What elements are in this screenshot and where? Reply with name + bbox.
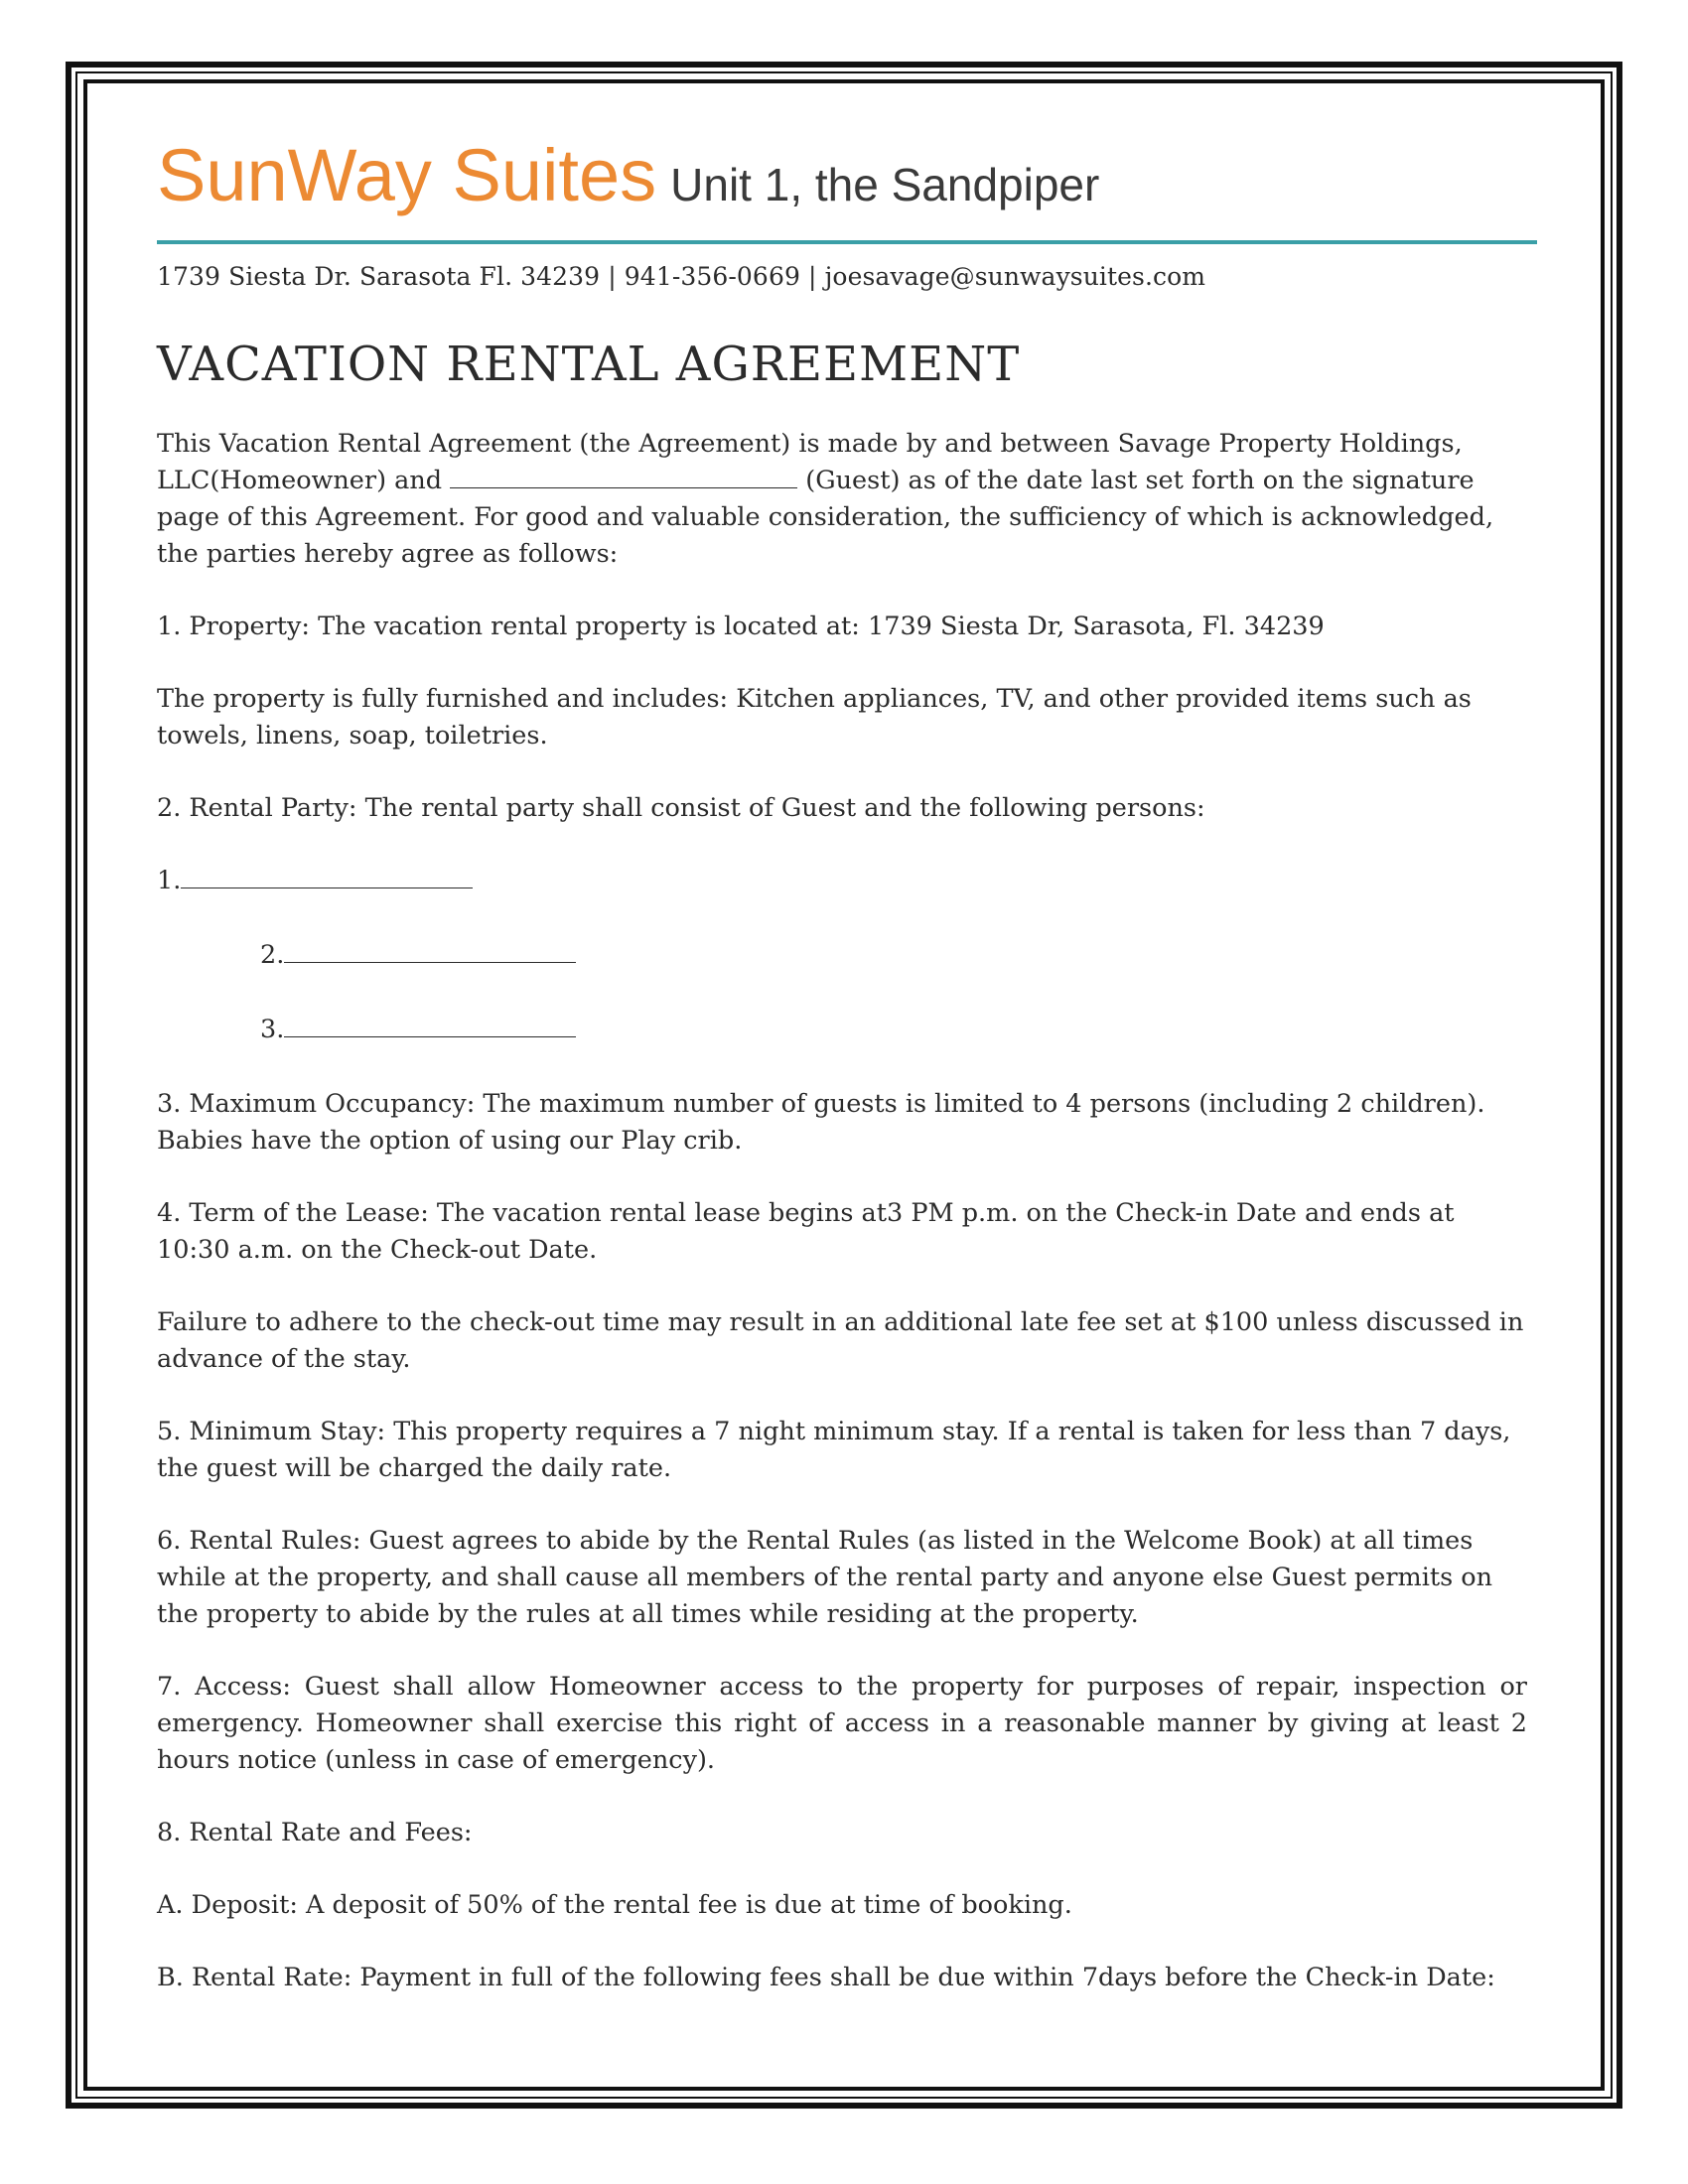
agreement-body	[157, 426, 1527, 1996]
party-member-3	[157, 1012, 1527, 1048]
section-rental-party: 2. Rental Party: The rental party shall consist of Guest and the following persons:	[157, 793, 1205, 823]
furnished-paragraph: The property is fully furnished and includes: Kitchen appliances, TV, and other provided items such as towels, linens, soap, toiletries.	[157, 684, 1472, 751]
party-member-1	[157, 863, 1527, 899]
brand-name: SunWay Suites	[157, 134, 657, 216]
intro-paragraph	[157, 426, 1527, 573]
party-member-1-number: 1.	[157, 866, 182, 895]
section-minimum-stay: 5. Minimum Stay: This property requires a 7 night minimum stay. If a rental is taken for less than 7 days, the guest will be charged the daily rate.	[157, 1417, 1511, 1483]
document-page	[157, 134, 1527, 2032]
section-rate-fees: 8. Rental Rate and Fees:	[157, 1818, 473, 1847]
section-rental-rules: 6. Rental Rules: Guest agrees to abide by the Rental Rules (as listed in the Welcome Book) at all times while at the property, and shall cause all members of the rental party and anyone else Guest permits on the property to abide by the rules at all times while residing at the property.	[157, 1526, 1493, 1629]
late-fee-paragraph: Failure to adhere to the check-out time may result in an additional late fee set at $100 unless discussed in advance of the stay.	[157, 1307, 1524, 1374]
header-divider	[157, 240, 1537, 244]
guest-name-blank[interactable]	[450, 466, 797, 488]
document-title: VACATION RENTAL AGREEMENT	[157, 337, 1021, 392]
contact-line: 1739 Siesta Dr. Sarasota Fl. 34239 | 941-356-0669 | joesavage@sunwaysuites.com	[157, 262, 1206, 291]
intro-text-start: This Vacation Rental Agreement (the Agreement) is made by and between Savage Property Holdings, LLC(Homeowner) and	[157, 429, 1463, 495]
unit-name: Unit 1, the Sandpiper	[670, 159, 1100, 210]
intro-text-end: (Guest) as of the date last set forth on the signature page of this Agreement. For good and valuable consideration, the sufficiency of which is acknowledged, the parties hereby agree as follows:	[157, 466, 1494, 569]
party-member-2	[157, 937, 1527, 974]
party-member-3-number: 3.	[260, 1015, 285, 1044]
letterhead	[157, 134, 1527, 218]
section-term: 4. Term of the Lease: The vacation rental lease begins at3 PM p.m. on the Check-in Date and ends at 10:30 a.m. on the Check-out Date.	[157, 1198, 1455, 1265]
party-member-3-blank[interactable]	[284, 1015, 576, 1037]
section-property: 1. Property: The vacation rental property is located at: 1739 Siesta Dr, Sarasota, Fl. 34239	[157, 612, 1325, 641]
section-occupancy: 3. Maximum Occupancy: The maximum number of guests is limited to 4 persons (including 2 children). Babies have the option of using our Play crib.	[157, 1089, 1485, 1156]
deposit-paragraph: A. Deposit: A deposit of 50% of the rental fee is due at time of booking.	[157, 1890, 1072, 1920]
section-access: 7. Access: Guest shall allow Homeowner access to the property for purposes of repair, inspection or emergency. Homeowner shall exercise this right of access in a reasonable manner by giving at least 2 hours notice (unless in case of emergency).	[157, 1672, 1527, 1775]
party-member-2-number: 2.	[260, 940, 285, 970]
party-member-2-blank[interactable]	[284, 940, 576, 963]
party-member-1-blank[interactable]	[181, 866, 473, 888]
rental-rate-paragraph: B. Rental Rate: Payment in full of the following fees shall be due within 7days before the Check-in Date:	[157, 1963, 1495, 1992]
